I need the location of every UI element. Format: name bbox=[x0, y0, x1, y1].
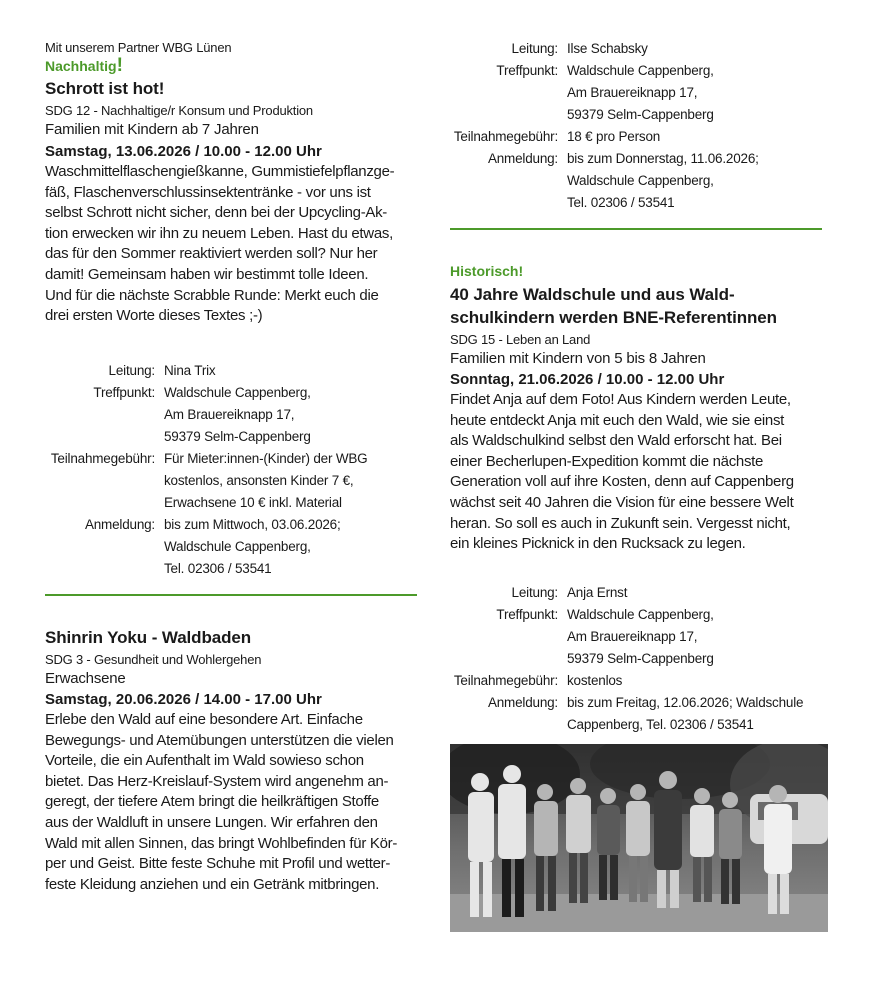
kicker-nachhaltig: Nachhaltig! bbox=[45, 55, 123, 76]
event-date: Samstag, 20.06.2026 / 14.00 - 17.00 Uhr bbox=[45, 691, 322, 708]
event-date: Sonntag, 21.06.2026 / 10.00 - 12.00 Uhr bbox=[450, 371, 725, 388]
event-date: Samstag, 13.06.2026 / 10.00 - 12.00 Uhr bbox=[45, 143, 322, 160]
article-schrott bbox=[45, 40, 420, 327]
group-photo-illustration bbox=[450, 744, 828, 932]
info-leitung: Nina Trix bbox=[164, 363, 216, 378]
info-leitung: Ilse Schabsky bbox=[567, 41, 648, 56]
info-label: Treffpunkt: bbox=[496, 63, 558, 78]
info-anmeldung: bis zum Donnerstag, 11.06.2026; Waldschule Cappenberg, Tel. 02306 / 53541 bbox=[567, 151, 759, 210]
sdg-label: SDG 12 - Nachhaltige/r Konsum und Produktion bbox=[45, 103, 313, 118]
info-block bbox=[450, 582, 828, 736]
article-body: Erlebe den Wald auf eine besondere Art. Einfache Bewegungs- und Atemübungen unterstützen die vielen Vorteile, die ein Aufenthalt im Wald sowieso schon bietet. Das Herz-Kreislauf-System wird angenehm an- geregt, der tiefere Atem bringt die heilkräftigen Stoffe aus der Waldluft in unsere Lungen. Wir erfahren den Wald mit allen Sinnen, das bringt Wohlbefinden für Kör- per und Geist. Bitte feste Schuhe mit Profil und wetter- feste Kleidung anziehen und ein Getränk mitbringen. bbox=[45, 711, 398, 893]
audience: Erwachsene bbox=[45, 670, 126, 687]
info-treffpunkt: Waldschule Cappenberg, Am Brauereiknapp 17, 59379 Selm-Cappenberg bbox=[567, 607, 714, 666]
info-treffpunkt: Waldschule Cappenberg, Am Brauereiknapp 17, 59379 Selm-Cappenberg bbox=[567, 63, 714, 122]
info-gebuehr: 18 € pro Person bbox=[567, 129, 661, 144]
info-label: Leitung: bbox=[511, 41, 558, 56]
info-label: Teilnahmegebühr: bbox=[50, 451, 155, 466]
info-label: Anmeldung: bbox=[84, 517, 155, 532]
info-label: Treffpunkt: bbox=[93, 385, 155, 400]
info-block bbox=[45, 360, 420, 580]
info-treffpunkt: Waldschule Cappenberg, Am Brauereiknapp 17, 59379 Selm-Cappenberg bbox=[164, 385, 311, 444]
group-photo bbox=[450, 744, 828, 932]
info-label: Anmeldung: bbox=[487, 695, 558, 710]
info-leitung: Anja Ernst bbox=[567, 585, 628, 600]
section-divider bbox=[450, 228, 822, 230]
info-gebuehr: kostenlos bbox=[567, 673, 623, 688]
article-title: Shinrin Yoku - Waldbaden bbox=[45, 628, 252, 647]
audience: Familien mit Kindern von 5 bis 8 Jahren bbox=[450, 350, 706, 367]
audience: Familien mit Kindern ab 7 Jahren bbox=[45, 121, 259, 138]
info-label: Leitung: bbox=[511, 585, 558, 600]
info-label: Treffpunkt: bbox=[496, 607, 558, 622]
info-label: Teilnahmegebühr: bbox=[453, 673, 558, 688]
info-label: Leitung: bbox=[108, 363, 155, 378]
info-label: Anmeldung: bbox=[487, 151, 558, 166]
info-anmeldung: bis zum Mittwoch, 03.06.2026; Waldschule Cappenberg, Tel. 02306 / 53541 bbox=[164, 517, 341, 576]
article-waldbaden bbox=[45, 626, 420, 895]
article-title: 40 Jahre Waldschule und aus Wald- schulkindern werden BNE-Referentinnen bbox=[450, 285, 777, 327]
article-historisch bbox=[450, 262, 828, 555]
sdg-label: SDG 3 - Gesundheit und Wohlergehen bbox=[45, 652, 262, 667]
info-anmeldung: bis zum Freitag, 12.06.2026; Waldschule Cappenberg, Tel. 02306 / 53541 bbox=[567, 695, 804, 732]
article-title: Schrott ist hot! bbox=[45, 79, 165, 98]
sdg-label: SDG 15 - Leben an Land bbox=[450, 332, 591, 347]
article-body: Findet Anja auf dem Foto! Aus Kindern werden Leute, heute entdeckt Anja mit euch den Wald, wie sie einst als Waldschulkind selbst den Wald erforscht hat. Bei einer Becherlupen-Expedition kommt die nächste Generation voll auf ihre Kosten, denn auf Cappenberg wächst seit 40 Jahren die Vision für eine bessere Welt heran. So soll es auch in Zukunft sein. Vergesst nicht, ein kleines Picknick in den Rucksack zu legen. bbox=[450, 391, 794, 553]
kicker-historisch: Historisch! bbox=[450, 263, 524, 279]
section-divider bbox=[45, 594, 417, 596]
article-body: Waschmittelflaschengießkanne, Gummistiefelpflanzge- fäß, Flaschenverschlussinsektentränke - vor uns ist selbst Schrott nicht sicher, denn bei der Upcycling-Ak- tion erwecken wir ihn zu neuem Leben. Hast du etwas, das für den Sommer reaktiviert werden soll? Nur her damit! Gemeinsam haben wir bestimmt tolle Ideen. Und für die nächste Scrabble Runde: Merkt euch die drei ersten Worte dieses Textes ;-) bbox=[45, 163, 395, 325]
info-label: Teilnahmegebühr: bbox=[453, 129, 558, 144]
partner-line: Mit unserem Partner WBG Lünen bbox=[45, 40, 232, 55]
info-block bbox=[450, 38, 828, 214]
info-gebuehr: Für Mieter:innen-(Kinder) der WBG kostenlos, ansonsten Kinder 7 €, Erwachsene 10 € inkl. Material bbox=[164, 451, 368, 510]
